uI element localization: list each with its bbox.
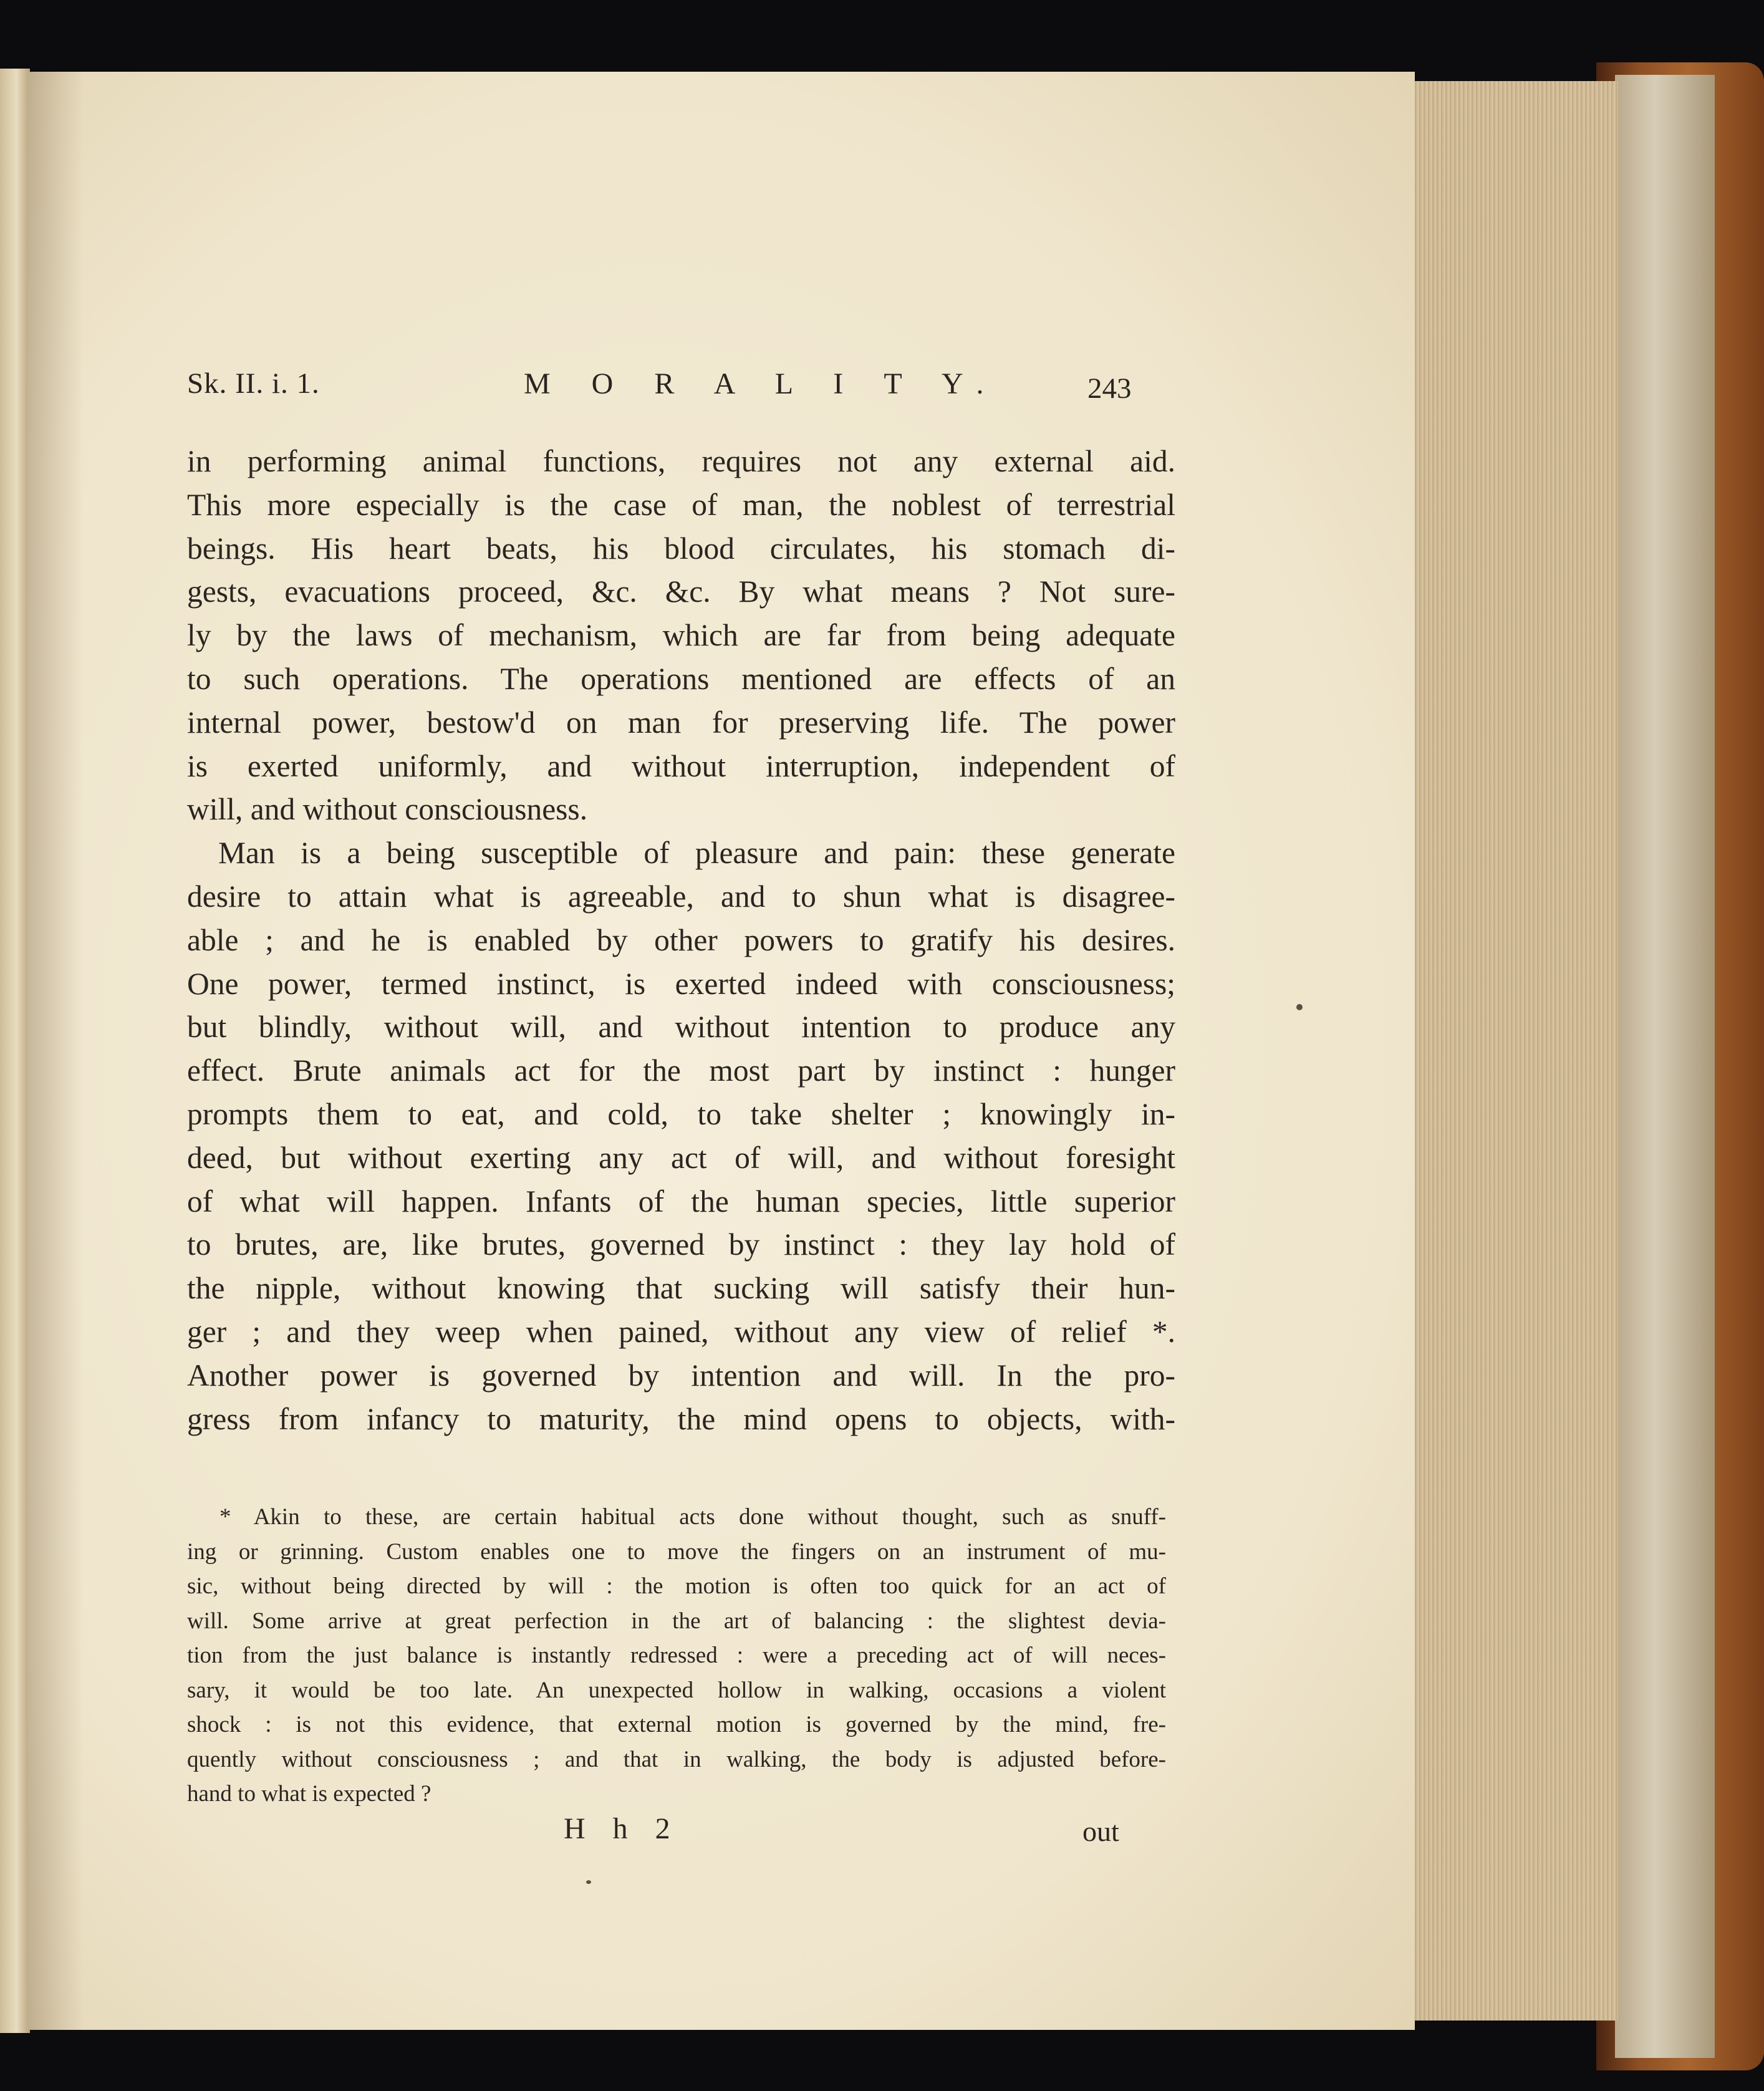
- text-line: will, and without consciousness.: [187, 792, 588, 827]
- text-line: One power, termed instinct, is exerted indeed with consciousness;: [187, 966, 1175, 1001]
- text-line: in performing animal functions, requires not any external aid.: [187, 444, 1175, 478]
- footnote-line: ing or grinning. Custom enables one to move the fingers on an instrument of mu-: [187, 1538, 1166, 1565]
- footnote-line: shock : is not this evidence, that external motion is governed by the mind, fre-: [187, 1712, 1166, 1737]
- footnote-line: sic, without being directed by will : the motion is often too quick for an act of: [187, 1573, 1166, 1599]
- footnote-line: hand to what is expected ?: [187, 1781, 431, 1807]
- footnote-line: quently without consciousness ; and that in walking, the body is adjusted before-: [187, 1746, 1166, 1772]
- ink-speck: [586, 1880, 591, 1884]
- text-line: but blindly, without will, and without intention to produce any: [187, 1010, 1175, 1045]
- ink-speck: [1296, 1004, 1303, 1010]
- text-line: desire to attain what is agreeable, and to shun what is disagree-: [187, 879, 1175, 914]
- footnote-line: * Akin to these, are certain habitual acts done without thought, such as snuff-: [219, 1504, 1166, 1530]
- text-line: beings. His heart beats, his blood circulates, his stomach di-: [187, 531, 1175, 566]
- text-line: internal power, bestow'd on man for preserving life. The power: [187, 705, 1175, 740]
- footnote: [187, 1500, 1166, 1812]
- text-line: to brutes, are, like brutes, governed by instinct : they lay hold of: [187, 1227, 1175, 1262]
- footnote-line: tion from the just balance is instantly redressed : were a preceding act of will neces-: [187, 1643, 1166, 1668]
- text-line: the nipple, without knowing that sucking will satisfy their hun-: [187, 1271, 1175, 1306]
- text-line: Man is a being susceptible of pleasure and pain: these generate: [218, 836, 1175, 871]
- text-line: effect. Brute animals act for the most part by instinct : hunger: [187, 1053, 1175, 1088]
- text-line: This more especially is the case of man, the noblest of terrestrial: [187, 487, 1175, 522]
- body-text: [187, 440, 1175, 1441]
- signature-mark: H h 2: [564, 1812, 680, 1845]
- book-page: [27, 72, 1415, 2030]
- text-line: ly by the laws of mechanism, which are far from being adequate: [187, 618, 1175, 653]
- catchword: out: [1082, 1815, 1119, 1847]
- footnote-line: sary, it would be too late. An unexpected hollow in walking, occasions a violent: [187, 1677, 1166, 1703]
- text-line: ger ; and they weep when pained, without any view of relief *.: [187, 1314, 1175, 1349]
- text-line: Another power is governed by intention and will. In the pro-: [187, 1358, 1175, 1393]
- cover-lining: [1615, 75, 1715, 2058]
- running-head: [27, 299, 1415, 405]
- section-reference: Sk. II. i. 1.: [187, 367, 320, 400]
- text-line: to such operations. The operations mentioned are effects of an: [187, 661, 1175, 696]
- page-number: 243: [1087, 372, 1132, 405]
- footnote-line: will. Some arrive at great perfection in the art of balancing : the slightest devia-: [187, 1608, 1166, 1634]
- text-line: of what will happen. Infants of the human species, little superior: [187, 1184, 1175, 1219]
- text-line: gress from infancy to maturity, the mind opens to objects, with-: [187, 1401, 1175, 1436]
- text-line: deed, but without exerting any act of will, and without foresight: [187, 1140, 1175, 1175]
- text-line: is exerted uniformly, and without interruption, independent of: [187, 748, 1175, 783]
- page-title: M O R A L I T Y.: [524, 367, 1001, 400]
- text-line: prompts them to eat, and cold, to take shelter ; knowingly in-: [187, 1096, 1175, 1131]
- gutter-shadow: [27, 72, 84, 2030]
- text-line: gests, evacuations proceed, &c. &c. By what means ? Not sure-: [187, 574, 1175, 609]
- page-block-edges: [1412, 81, 1618, 2021]
- text-line: able ; and he is enabled by other powers to gratify his desires.: [187, 922, 1175, 957]
- facing-page-edge: [0, 69, 30, 2033]
